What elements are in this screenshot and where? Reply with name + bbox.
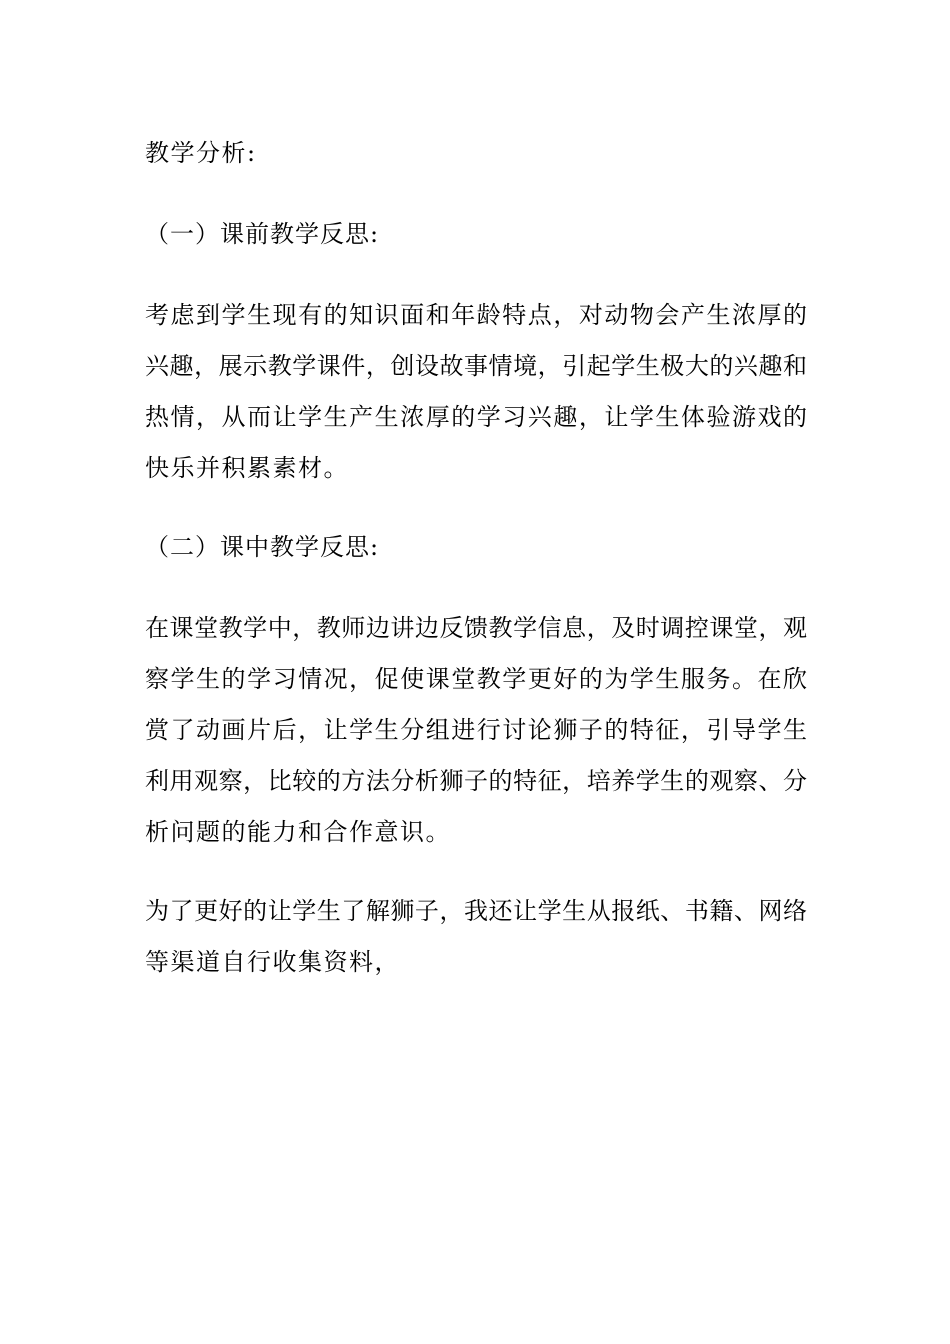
paragraph-line: 兴趣，展示教学课件，创设故事情境，引起学生极大的兴趣和 [145,352,807,380]
section-heading-pre-class: （一）课前教学反思: [145,220,380,248]
paragraph-line: 利用观察，比较的方法分析狮子的特征，培养学生的观察、分 [145,767,807,795]
paragraph-in-class-reflection [145,603,807,858]
paragraph-line: 快乐并积累素材。 [145,454,349,482]
paragraph-line: 热情，从而让学生产生浓厚的学习兴趣，让学生体验游戏的 [145,403,807,431]
paragraph-line: 察学生的学习情况，促使课堂教学更好的为学生服务。在欣 [145,665,807,693]
paragraph-material-collection [145,886,807,988]
paragraph-line: 在课堂教学中，教师边讲边反馈教学信息，及时调控课堂，观 [145,614,807,642]
paragraph-line: 析问题的能力和合作意识。 [145,818,451,846]
document-body [145,128,807,1016]
paragraph-line: 赏了动画片后，让学生分组进行讨论狮子的特征，引导学生 [145,716,807,744]
paragraph-line: 等渠道自行收集资料， [145,948,400,976]
paragraph-line: 为了更好的让学生了解狮子，我还让学生从报纸、书籍、网络 [145,897,807,925]
paragraph-pre-class-reflection [145,290,807,494]
document-title: 教学分析: [145,139,257,167]
paragraph-line: 考虑到学生现有的知识面和年龄特点，对动物会产生浓厚的 [145,301,807,329]
section-heading-in-class: （二）课中教学反思: [145,533,380,561]
